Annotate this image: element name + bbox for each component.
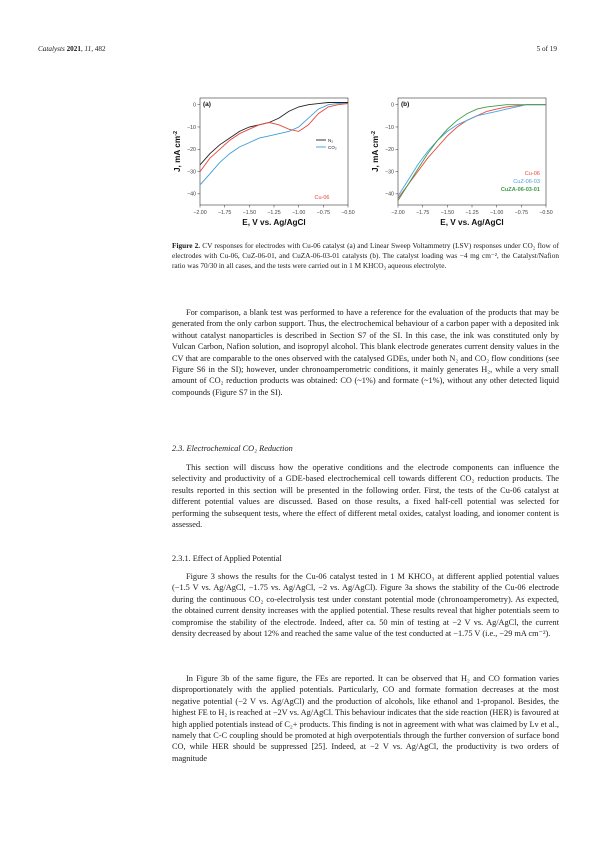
y-axis-label-exponent: -2 — [173, 131, 179, 136]
paragraph-blank-test — [172, 307, 559, 398]
paragraph-text: Figure 3 shows the results for the Cu-06 catalyst tested in 1 M KHCO₃ at different applied potential values (−1.5 V vs. Ag/AgCl, −1.75 vs. Ag/AgCl, −2 vs. Ag/AgCl). Figure 3a shows the stability of the Cu-06 electrode during the continuous CO₂ co-electrolysis test under constant potential mode (chronoamperometry). As expected, the obtained current density increases with the applied potential. These results reveal that higher potentials seem to compromise the stability of the electrode. Indeed, after ca. 50 min of testing at −2 V vs. Ag/AgCl, the current density decreased by about 12% and reached the same value of the test conducted at −1.75 V (i.e., −29 mA cm⁻²). — [172, 572, 559, 639]
caption-label: Figure 2. — [172, 241, 201, 250]
figure-caption — [172, 241, 559, 271]
y-tick-label: 0 — [391, 102, 394, 109]
x-tick-label: −1.50 — [440, 210, 455, 216]
x-axis-label: E, V vs. Ag/AgCl — [242, 218, 306, 227]
series-line-0 — [200, 103, 348, 165]
plot-frame — [200, 98, 348, 205]
x-tick-label: −1.25 — [465, 210, 479, 216]
y-axis-label: J, mA $cm^{-2}$ — [173, 131, 182, 172]
x-axis-label: E, V vs. Ag/AgCl — [440, 218, 504, 227]
paragraph-section-intro — [172, 462, 559, 530]
panel-b — [371, 98, 553, 227]
paragraph-text: For comparison, a blank test was performed to have a reference for the evaluation of the products that may be generated from the only carbon support. Thus, the electrochemical behaviour of a carbon paper with a deposited ink without catalyst nanoparticles is described in Section S7 of the SI. In this case, the ink was constituted only by Vulcan Carbon, Nafion solution, and isopropyl alcohol. This blank electrode generates current density values in the CV that are comparable to the ones observed with the catalysed GDEs, under both N₂ and CO₂ flow conditions (see Figure S6 in the SI); however, under chronoamperometric conditions, it mainly generates H₂, while a very small amount of CO₂ reduction products was obtained: CO (~1%) and formate (~1%), without any other detected liquid compounds (Figure S7 in the SI). — [172, 308, 559, 397]
x-tick-label: −2.00 — [391, 210, 405, 216]
article-number: 482 — [94, 45, 106, 53]
journal-name: Catalysts — [38, 45, 65, 53]
y-axis-label: J, mA $cm^{-2}$ — [371, 131, 380, 172]
x-tick-label: −1.00 — [489, 210, 504, 216]
x-tick-label: −0.50 — [539, 210, 553, 216]
series-line-2 — [200, 104, 348, 172]
catalyst-label: Cu-06 — [314, 195, 330, 201]
x-tick-label: −1.75 — [217, 210, 232, 216]
x-tick-label: −2.00 — [193, 210, 207, 216]
running-header-journal: Catalysts 2021, 11, 482 — [38, 45, 106, 53]
y-tick-label: −10 — [385, 124, 394, 131]
y-tick-label: −10 — [187, 124, 196, 131]
journal-year: 2021 — [66, 45, 81, 53]
panel-label: (a) — [203, 101, 211, 108]
y-tick-label: −30 — [187, 169, 196, 176]
legend-label: CO₂ — [328, 144, 337, 150]
x-tick-label: −1.25 — [267, 210, 281, 216]
x-tick-label: −0.50 — [341, 210, 355, 216]
panel-a — [173, 98, 355, 227]
x-tick-label: −1.00 — [291, 210, 306, 216]
x-tick-label: −0.75 — [514, 210, 529, 216]
paragraph-figure3-results — [172, 571, 559, 639]
legend-label: N₂ — [328, 137, 334, 143]
panel-label: (b) — [401, 101, 410, 108]
section-heading-2-3: 2.3. Electrochemical CO₂ Reduction — [172, 444, 293, 453]
y-tick-label: −20 — [385, 147, 394, 154]
x-tick-label: −1.50 — [242, 210, 257, 216]
y-tick-label: −20 — [187, 147, 196, 154]
legend-label: CuZ-06-03 — [513, 179, 540, 185]
caption-text: CV responses for electrodes with Cu-06 catalyst (a) and Linear Sweep Voltammetry (LSV) responses under CO₂ flow of electrodes with Cu-06, CuZ-06-01, and CuZA-06-03-01 catalysts (b). The catalyst loading was −4 mg cm⁻², the Catalyst/Nafion ratio was 70/30 in all cases, and the tests were carried out in 1 M KHCO₃ aqueous electrolyte. — [172, 241, 559, 270]
y-tick-label: 0 — [193, 102, 196, 109]
journal-volume: 11 — [84, 45, 92, 53]
y-tick-label: −30 — [385, 169, 394, 176]
x-tick-label: −0.75 — [316, 210, 331, 216]
paragraph-text: In Figure 3b of the same figure, the FEs are reported. It can be observed that H₂ and CO formation varies disproportionately with the applied potentials. Particularly, CO and formate formation decreases at the most negative potential (−2 V vs. Ag/AgCl) and the production of alcohols, like ethanol and 1-propanol. Besides, the highest FE to H₂ is reached at −2V vs. Ag/AgCl. This behaviour indicates that the side reaction (HER) is favoured at high applied potentials instead of C₂+ products. This finding is not in agreement with what was claimed by Lv et al., namely that C-C coupling should be promoted at high overpotentials through the further conversion of surface bond CO, while HER should be suppressed [25]. Indeed, at −2 V vs. Ag/AgCl, the productivity is two orders of magnitude — [172, 674, 559, 763]
figure-2 — [160, 92, 560, 242]
series-line-1 — [200, 104, 348, 185]
y-axis-label-exponent: -2 — [371, 131, 377, 136]
x-tick-label: −1.75 — [415, 210, 430, 216]
paragraph-faradaic-efficiency — [172, 673, 559, 764]
y-tick-label: −40 — [385, 191, 394, 198]
y-tick-label: −40 — [187, 191, 196, 198]
page-number: 5 of 19 — [536, 45, 557, 53]
section-heading-2-3-1: 2.3.1. Effect of Applied Potential — [172, 554, 282, 563]
paragraph-text: This section will discuss how the operative conditions and the electrode components can influence the selectivity and productivity of a GDE-based electrochemical cell towards different CO₂ reduction products. The results reported in this section will be presented in the following order. First, the tests of the Cu-06 catalyst at different potential values are discussed. Based on those results, a fixed half-cell potential was selected for performing the subsequent tests, where the effect of different metal oxides, catalyst loading, and ionomer content is assessed. — [172, 463, 559, 530]
legend-label: CuZA-06-03-01 — [500, 187, 540, 193]
legend-label: Cu-06 — [524, 171, 540, 177]
